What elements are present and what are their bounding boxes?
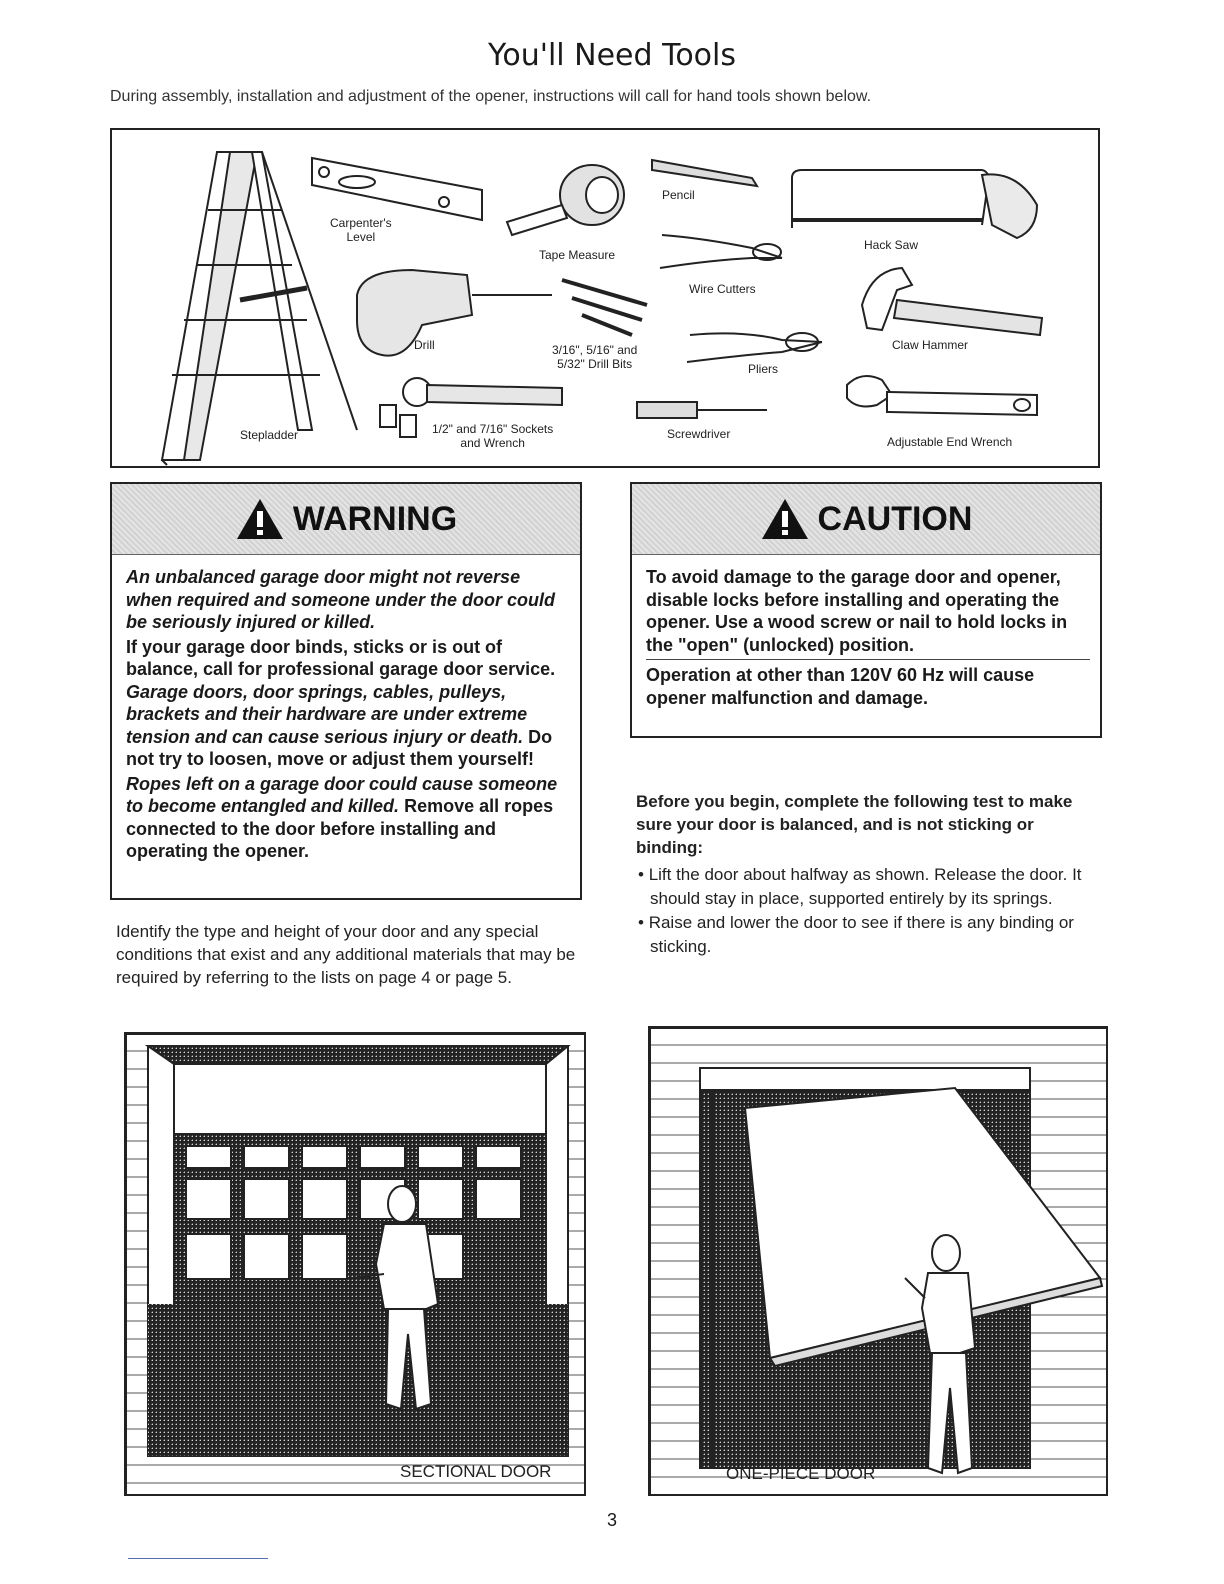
- balance-test-bullet-2: • Raise and lower the door to see if there is any binding or sticking.: [638, 913, 1074, 956]
- label-drill-bits-line2: 5/32" Drill Bits: [557, 357, 633, 371]
- identify-door-text: Identify the type and height of your door and any special conditions that exist and any additional materials that may be required by referring to the lists on page 4 or page 5.: [116, 922, 576, 987]
- level-icon: [312, 158, 482, 220]
- stepladder-icon: [162, 152, 357, 465]
- label-sockets-line1: 1/2" and 7/16" Sockets: [432, 422, 554, 436]
- warning-p2-part-c: Do not try to loosen, move or adjust them yourself!: [126, 726, 553, 769]
- label-drill-bits: [552, 343, 637, 371]
- label-claw-hammer: Claw Hammer: [892, 338, 969, 352]
- bullet-1-text: Lift the door about halfway as shown. Release the door. It should stay in place, supported entirely by its springs.: [648, 865, 1082, 908]
- balance-test-section: [636, 790, 1098, 959]
- warning-p3-part-b: Remove all ropes connected to the door before installing and operating the opener.: [126, 796, 554, 861]
- label-stepladder: Stepladder: [240, 428, 299, 442]
- page-number: 3: [606, 1510, 617, 1530]
- label-drill: Drill: [414, 338, 435, 352]
- label-carpenters-level-line1: Carpenter's: [330, 216, 392, 230]
- tools-drawing: [112, 130, 1102, 470]
- caution-paragraph-2: Operation at other than 120V 60 Hz will cause opener malfunction and damage.: [646, 665, 1035, 708]
- sectional-door-illustration: [124, 1032, 586, 1496]
- hack-saw-icon: [792, 170, 1037, 238]
- sectional-door-drawing: [126, 1034, 586, 1496]
- screwdriver-icon: [637, 402, 767, 418]
- warning-p2-part-b: Garage doors, door springs, cables, pulleys, brackets and their hardware are under extreme tension and can cause serious injury or death.: [126, 681, 528, 747]
- sectional-door-caption: SECTIONAL DOOR: [400, 1462, 552, 1481]
- footer-divider: [128, 1558, 268, 1559]
- wire-cutters-icon: [660, 235, 782, 268]
- caution-banner: [632, 484, 1100, 555]
- warning-heading: WARNING: [292, 499, 458, 538]
- label-carpenters-level-line2: Level: [346, 230, 376, 244]
- warning-p2-part-a: If your garage door binds, sticks or is out of balance, call for professional garage door service.: [126, 636, 556, 679]
- drill-icon: [357, 270, 552, 356]
- tools-illustration-box: [110, 128, 1100, 468]
- warning-banner: [112, 484, 580, 555]
- label-sockets-line2: and Wrench: [460, 436, 525, 450]
- label-screwdriver: Screwdriver: [667, 427, 731, 441]
- label-wire-cutters: Wire Cutters: [689, 282, 756, 296]
- bullet-2-text: Raise and lower the door to see if there is any binding or sticking.: [648, 913, 1074, 956]
- label-pencil: Pencil: [662, 188, 695, 202]
- one-piece-door-illustration: [648, 1026, 1108, 1496]
- pliers-icon: [687, 333, 822, 362]
- balance-test-intro: Before you begin, complete the following test to make sure your door is balanced, and is not sticking or binding:: [636, 792, 1073, 857]
- label-drill-bits-line1: 3/16", 5/16" and: [552, 343, 638, 357]
- one-piece-door-drawing: [650, 1028, 1108, 1496]
- warning-triangle-icon: [235, 497, 285, 541]
- caution-heading: CAUTION: [817, 499, 973, 538]
- caution-triangle-icon: [760, 497, 810, 541]
- label-hack-saw: Hack Saw: [864, 238, 919, 252]
- pencil-icon: [652, 160, 757, 186]
- claw-hammer-icon: [862, 268, 1042, 335]
- warning-p3-part-a: Ropes left on a garage door could cause someone to become entangled and killed.: [126, 773, 558, 816]
- balance-test-bullet-1: • Lift the door about halfway as shown. Release the door. It should stay in place, supported entirely by its springs.: [638, 865, 1082, 908]
- label-tape-measure: Tape Measure: [539, 248, 616, 262]
- one-piece-door-caption: ONE-PIECE DOOR: [726, 1464, 876, 1483]
- label-sockets-wrench: [432, 422, 553, 450]
- label-pliers: Pliers: [748, 362, 779, 376]
- tape-measure-icon: [507, 165, 624, 235]
- page-title: You'll Need Tools: [488, 38, 736, 73]
- drill-bits-icon: [562, 280, 647, 335]
- warning-box: [110, 482, 582, 900]
- intro-text: During assembly, installation and adjustment of the opener, instructions will call for hand tools shown below.: [110, 88, 872, 105]
- caution-paragraph-1: To avoid damage to the garage door and opener, disable locks before installing and operating the opener. Use a wood screw or nail to hold locks in the "open" (unlocked) position.: [646, 566, 1090, 660]
- warning-paragraph-3: [126, 773, 570, 863]
- warning-paragraph-2: [126, 636, 570, 771]
- label-carpenters-level: [330, 216, 392, 244]
- caution-box: [630, 482, 1102, 738]
- label-adjustable-wrench: Adjustable End Wrench: [887, 435, 1013, 449]
- adjustable-wrench-icon: [847, 376, 1037, 415]
- warning-paragraph-1: An unbalanced garage door might not reverse when required and someone under the door could be seriously injured or killed.: [126, 567, 556, 632]
